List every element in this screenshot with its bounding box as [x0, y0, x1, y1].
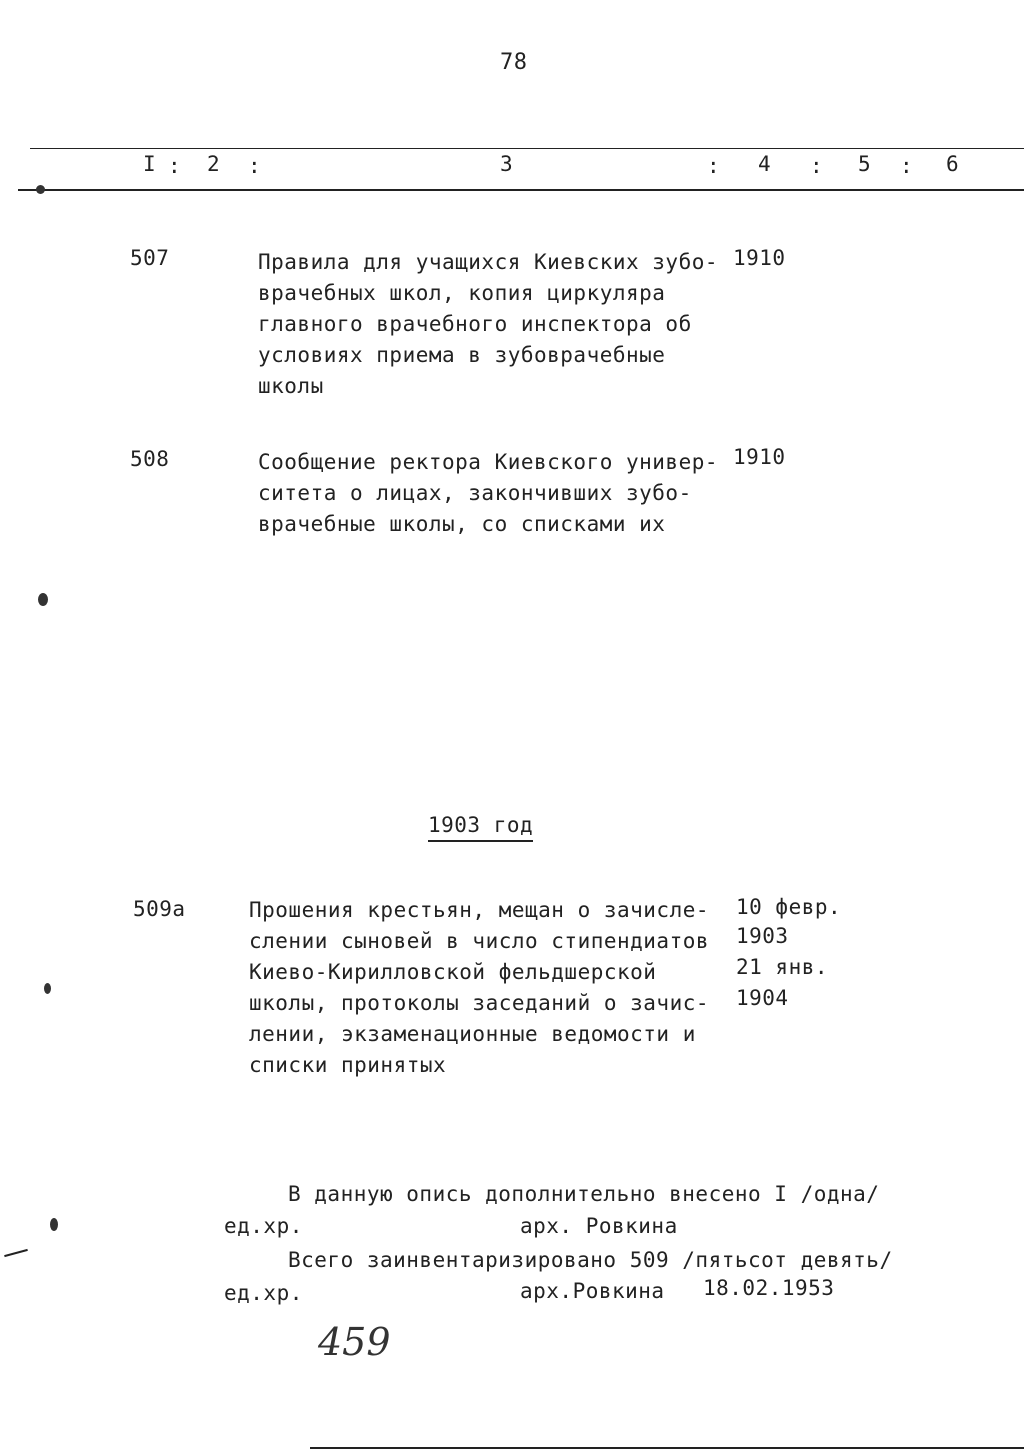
margin-mark [4, 1249, 28, 1257]
entry-description-line: школы [258, 374, 324, 398]
entry-number: 508 [130, 447, 170, 471]
footer-line-added: В данную опись дополнительно внесено I /одна/ [288, 1182, 880, 1206]
entry-description-line: Правила для учащихся Киевских зубо- [258, 250, 719, 274]
col-separator: : [707, 154, 721, 178]
col-header-2: 2 [207, 152, 221, 176]
page-bottom-edge [310, 1447, 1024, 1449]
entry-number: 509а [133, 897, 186, 921]
header-top-rule [30, 148, 1024, 149]
col-header-4: 4 [758, 152, 772, 176]
header-bottom-rule [18, 189, 1024, 191]
entry-date: 1910 [733, 445, 786, 469]
punch-mark [50, 1218, 58, 1231]
entry-description-line: Прошения крестьян, мещан о зачисле- [249, 898, 710, 922]
col-header-3: 3 [500, 152, 514, 176]
col-separator: : [810, 154, 824, 178]
punch-mark [36, 185, 45, 194]
entry-date: 1904 [736, 986, 789, 1010]
section-heading: 1903 год [428, 813, 533, 842]
entry-date: 1903 [736, 924, 789, 948]
entry-description-line: школы, протоколы заседаний о зачис- [249, 991, 710, 1015]
entry-date: 1910 [733, 246, 786, 270]
entry-description-line: лении, экзаменационные ведомости и [249, 1022, 696, 1046]
col-header-5: 5 [858, 152, 872, 176]
handwritten-number: 459 [318, 1320, 391, 1364]
entry-description-line: врачебные школы, со списками их [258, 512, 666, 536]
col-header-1: I [143, 152, 157, 176]
col-separator: : [900, 154, 914, 178]
entry-description-line: Сообщение ректора Киевского универ- [258, 450, 719, 474]
footer-unit-label: ед.хр. [224, 1214, 303, 1238]
col-separator: : [168, 154, 182, 178]
punch-mark [44, 983, 51, 994]
entry-description-line: Киево-Кирилловской фельдшерской [249, 960, 657, 984]
footer-date: 18.02.1953 [703, 1276, 835, 1300]
entry-description-line: главного врачебного инспектора об [258, 312, 692, 336]
entry-description-line: условиях приема в зубоврачебные [258, 343, 666, 367]
punch-mark [38, 593, 48, 606]
page-number: 78 [500, 50, 528, 75]
entry-description-line: врачебных школ, копия циркуляра [258, 281, 666, 305]
entry-number: 507 [130, 246, 170, 270]
footer-unit-label: ед.хр. [224, 1281, 303, 1305]
footer-line-total: Всего заинвентаризировано 509 /пятьсот девять/ [288, 1248, 893, 1272]
col-header-6: 6 [946, 152, 960, 176]
entry-description-line: списки принятых [249, 1053, 447, 1077]
footer-archivist-signature: арх. Ровкина [520, 1214, 678, 1238]
entry-description-line: ситета о лицах, закончивших зубо- [258, 481, 692, 505]
entry-description-line: слении сыновей в число стипендиатов [249, 929, 710, 953]
col-separator: : [248, 154, 262, 178]
footer-archivist-signature: арх.Ровкина [520, 1279, 665, 1303]
entry-date: 10 февр. [736, 895, 842, 919]
entry-date: 21 янв. [736, 955, 829, 979]
